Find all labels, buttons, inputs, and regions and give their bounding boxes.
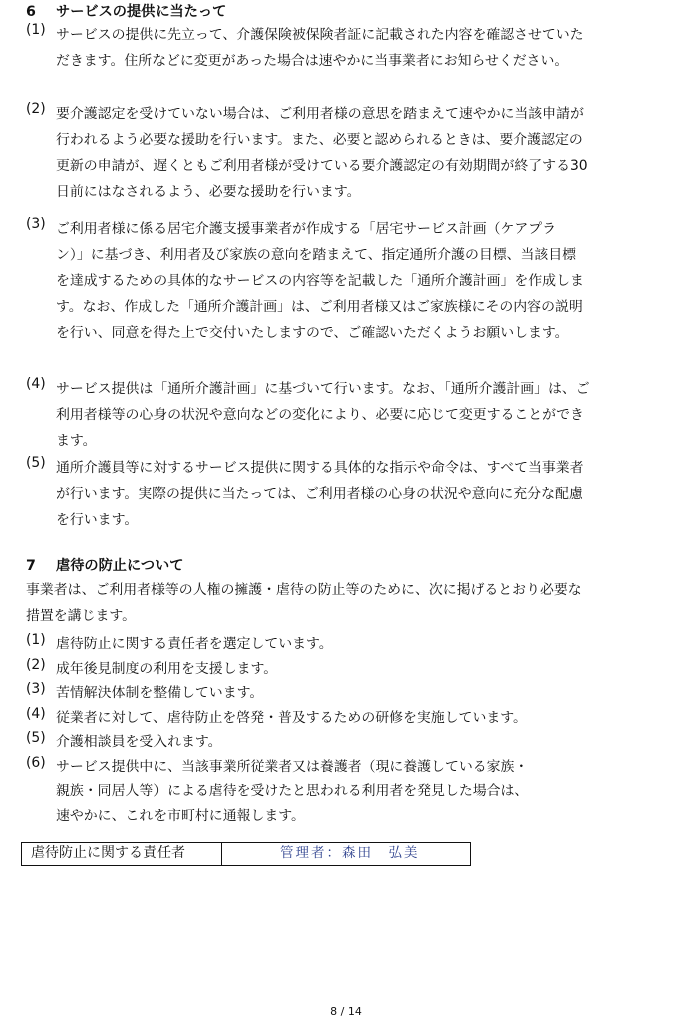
item-line: 通所介護員等に対するサービス提供に関する具体的な指示や命令は、すべて当事業者 bbox=[56, 460, 584, 476]
item-line: を行い、同意を得た上で交付いたしますので、ご確認いただくようお願いします。 bbox=[56, 325, 569, 341]
section-7-title: 虐待の防止について bbox=[56, 558, 184, 574]
item-line: 従業者に対して、虐待防止を啓発・普及するための研修を実施しています。 bbox=[56, 709, 527, 726]
item-line: 日前にはなされるよう、必要な援助を行います。 bbox=[56, 184, 361, 200]
section-7-intro bbox=[26, 577, 582, 629]
section-6-item-5 bbox=[26, 455, 674, 533]
item-number: (4) bbox=[26, 376, 46, 392]
item-number: (6) bbox=[26, 754, 46, 771]
section-6-heading bbox=[26, 2, 226, 22]
section-6-item-3 bbox=[26, 216, 674, 346]
section-7-items bbox=[26, 632, 674, 828]
section-7-number: 7 bbox=[26, 558, 36, 574]
item-line: サービス提供中に、当該事業所従業者又は養護者（現に養護している家族・ bbox=[56, 758, 529, 775]
section-6-title: サービスの提供に当たって bbox=[56, 4, 227, 20]
intro-line: 事業者は、ご利用者様等の人権の擁護・虐待の防止等のために、次に掲げるとおり必要な bbox=[26, 582, 582, 598]
item-line: 親族・同居人等）による虐待を受けたと思われる利用者を発見した場合は、 bbox=[56, 783, 529, 799]
item-number: (5) bbox=[26, 455, 46, 471]
item-line: ご利用者様に係る居宅介護支援事業者が作成する「居宅サービス計画（ケアプラ bbox=[56, 221, 557, 237]
item-number: (5) bbox=[26, 730, 46, 746]
item-line: ます。 bbox=[56, 433, 97, 449]
page-number: 8 / 14 bbox=[330, 1005, 362, 1018]
item-line: 苦情解決体制を整備しています。 bbox=[56, 685, 264, 701]
item-line: 介護相談員を受入れます。 bbox=[56, 734, 222, 750]
item-line: を達成するための具体的なサービスの内容等を記載した「通所介護計画」を作成しま bbox=[56, 273, 584, 289]
section-6-item-1 bbox=[26, 22, 674, 74]
section-7-heading bbox=[26, 556, 183, 576]
item-number: (3) bbox=[26, 216, 46, 232]
item-number: (1) bbox=[26, 22, 46, 38]
item-line: 要介護認定を受けていない場合は、ご利用者様の意思を踏まえて速やかに当該申請が bbox=[56, 106, 584, 122]
item-line: 利用者様等の心身の状況や意向などの変化により、必要に応じて変更することができ bbox=[56, 407, 584, 423]
item-number: (2) bbox=[26, 656, 46, 673]
item-line: 行われるよう必要な援助を行います。また、必要と認められるときは、要介護認定の bbox=[56, 132, 583, 148]
item-line: 速やかに、これを市町村に通報します。 bbox=[56, 807, 305, 824]
item-line: だきます。住所などに変更があった場合は速やかに当事業者にお知らせください。 bbox=[56, 53, 569, 69]
item-line: サービス提供は「通所介護計画」に基づいて行います。なお、「通所介護計画」は、ご bbox=[56, 381, 590, 397]
item-line: ン）」に基づき、利用者及び家族の意向を踏まえて、指定通所介護の目標、当該目標 bbox=[56, 247, 577, 263]
intro-line: 措置を講じます。 bbox=[26, 608, 137, 624]
item-line: を行います。 bbox=[56, 512, 139, 528]
section-6-number: 6 bbox=[26, 4, 36, 20]
item-line: 虐待防止に関する責任者を選定しています。 bbox=[56, 636, 333, 652]
responsible-value: 管理者：森田 弘美 bbox=[280, 845, 420, 861]
item-line: が行います。実際の提供に当たっては、ご利用者様の心身の状況や意向に充分な配慮 bbox=[56, 486, 583, 502]
item-number: (1) bbox=[26, 632, 46, 648]
item-number: (3) bbox=[26, 681, 46, 697]
item-line: 更新の申請が、遅くともご利用者様が受けている要介護認定の有効期間が終了する30 bbox=[56, 158, 588, 174]
item-line: 成年後見制度の利用を支援します。 bbox=[56, 660, 278, 677]
item-line: す。なお、作成した「通所介護計画」は、ご利用者様又はご家族様にその内容の説明 bbox=[56, 299, 583, 315]
responsible-person-table bbox=[21, 842, 471, 866]
responsible-label: 虐待防止に関する責任者 bbox=[22, 843, 222, 865]
item-number: (4) bbox=[26, 705, 46, 722]
section-6-item-2 bbox=[26, 101, 674, 205]
item-number: (2) bbox=[26, 101, 46, 117]
section-6-item-4 bbox=[26, 376, 674, 454]
item-line: サービスの提供に先立って、介護保険被保険者証に記載された内容を確認させていた bbox=[56, 27, 584, 43]
